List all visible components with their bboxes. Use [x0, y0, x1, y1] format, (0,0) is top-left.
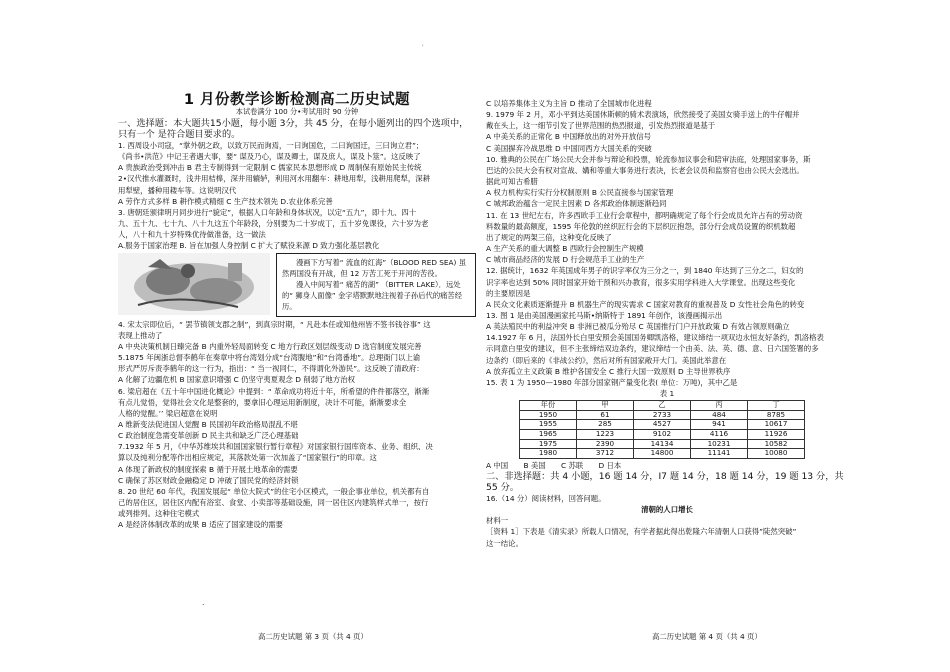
table-cell: 10080 [748, 449, 805, 459]
table-header-cell: 乙 [634, 401, 691, 411]
question-line: 2•汉代推水灌溉时，浅井用桔槔，深井用辘轳，利用河水用翻车：耕地用犁，浅耕用爬犁，深耕 [118, 174, 431, 184]
question-line: C 城市商品经济的发展 D 行会规范手工业的生产 [486, 255, 645, 265]
question-line: 6. 梁启超在《五十年中国进化概论》中提到：“ 革命成功将近十年，所希望的件件都落空，渐渐 [118, 386, 430, 396]
question-line: A 民众文化素质逐渐提升 B 机器生产的现实需求 C 国家对教育的重视普及 D 女性社会角色的转变 [486, 299, 805, 309]
question-line: 7.1932 年 5 月，《中华苏维埃共和国国家银行暂行章程》对国家银行国库资本、业务、组织、决 [118, 442, 433, 452]
question-line: 9. 1979 年 2 月，邓小平到达美国休斯顿的骑术表演场，欣然接受了美国女骑手送上的牛仔帽并 [486, 110, 800, 120]
question-line: A 维新变法促进国人觉醒 B 民国初年政治格局混乱不堪 [118, 419, 298, 429]
cartoon-caption-line: 漫画下方写着“ 流血的红海”（BLOOD RED SEA) 虽然两国没有开战，但 12 万苦工死于开河的苦役。 [282, 257, 466, 278]
material-line: 这一结论。 [486, 538, 523, 548]
question-line: A 中央决策机制日臻完备 B 内重外轻局面转变 C 地方行政区划层级变动 D 选官制度发展完善 [118, 341, 422, 351]
material-title: 清朝的人口增长 [641, 505, 693, 515]
cartoon-caption-box [276, 253, 476, 317]
question-line: A 劳作方式多样 B 耕作模式精细 C 生产技术领先 D.农业体系完善 [118, 196, 333, 206]
table-cell: 1955 [520, 420, 577, 430]
question-line: 11. 在 13 世纪左右，许多西欧手工业行会章程中，都明确规定了每个行会成员允许占有的劳动资 [486, 210, 803, 220]
table-cell: 8785 [748, 410, 805, 420]
cartoon-caption-line: 漫入中间写着“ 痛苦的湖” （BITTER LAKE）．远处的“ 狮身人面像” 金字塔默默地注视着子孙后代的痛苦经历。 [282, 279, 463, 311]
table-row [520, 449, 805, 459]
question-line: 12. 据统计，1632 年英国成年男子的识字率仅为三分之一，到 1840 年达到了三分之二，妇女的 [486, 266, 804, 276]
table-cell: 11141 [691, 449, 748, 459]
footer-page-3: 高二历史试题 第 3 页（共 4 页） [258, 632, 368, 641]
question-line: A 是经济体制改革的成果 B 适应了国家建设的需要 [118, 520, 283, 530]
section-two-heading: 二、非选择题：共 4 小题，16 题 14 分，I7 题 14 分，18 题 14 分，19 题 13 分，共 55 分。 [486, 470, 844, 493]
question-line: A 化解了边疆危机 B 国家意识增强 C 仍坚守夷夏观念 D 削弱了地方治权 [118, 375, 355, 385]
question-line: A 权力机构实行实行分权制原则 B 公民直接参与国家管理 [486, 188, 674, 198]
question-line: C 确保了苏区财政金融稳定 D 冲破了国民党的经济封锁 [118, 475, 299, 485]
question-line: C 美国摒弃冷战思维 D 中国同西方大国关系的突破 [486, 143, 652, 153]
question-line: 《尚书•洪范》中记王者遇大事，要“ 谋及乃心，谋及卿士，谋及庶人，谋及卜筮”。这反映了 [118, 152, 421, 162]
table-caption: 表 1 [659, 389, 675, 399]
table-cell: 1975 [520, 439, 577, 449]
question-line: A.服务于国家治理 B. 旨在加强人身控制 C 扩大了赋役来源 D 致力强化基层教化 [118, 241, 380, 251]
question-line: 巴达的公民大会有权对宣战、媾和等重大事务进行表决，长老会议员和监察官也由公民大会选出。 [486, 165, 804, 175]
table-cell: 3712 [577, 449, 634, 459]
page-title: 1 月份教学诊断检测高二历史试题 [183, 92, 411, 108]
material-label: 材料一 [486, 516, 509, 526]
table-header-row [520, 401, 805, 411]
question-line: 形式严厉斥责李鹤年的这一行为，指出：“ 当一视同仁，不得谓化外游民”。这反映了清政府： [118, 364, 424, 374]
question-line: 边条约（即后来的《非战公约》，然后对所有国家敞开大门。美国此举意在 [486, 355, 727, 365]
question-line: 据此可知古希腊 [486, 177, 538, 187]
question-line: 15. 表 1 为 1950—1980 年部分国家钢产量变化表( 单位：万吨)，其中乙是 [486, 377, 738, 387]
question-15-options [486, 460, 636, 471]
table-cell: 61 [577, 410, 634, 420]
table-header-cell: 甲 [577, 401, 634, 411]
section-one-heading: 一、选择题：本大题共15小题，每小题 3分，共 45 分，在每小题列出的四个选项中，只有一个 是符合题目要求的。 [118, 118, 469, 140]
material-line: ［资料 1］下表是《清实录》所载人口情况，有学者据此得出乾隆六年清朝人口获得”陡然突破” [486, 527, 797, 537]
table-cell: 1980 [520, 449, 577, 459]
header-mark: ' [422, 44, 424, 51]
question-line: A 中美关系的正常化 B 中国释放出的对外开放信号 [486, 132, 651, 142]
table-cell: 2390 [577, 439, 634, 449]
option-a: A 中国 [486, 460, 509, 470]
table-cell: 10231 [691, 439, 748, 449]
question-line: 戴在头上，这一细节引发了世界范围的热烈报道，引发热烈报道是基于 [486, 121, 716, 131]
table-cell: 1950 [520, 410, 577, 420]
steel-output-table [519, 400, 805, 459]
question-line: 5.1875 年闽浙总督李鹤年在奏章中将台湾划分成“台湾腹地”和“台湾番地”。总理衙门以上谕 [118, 353, 421, 363]
question-line: 示同意白里安的建议，但不主张缔结双边条约，建议缔结一个由美、法、英、德、意、日六国签署的多 [486, 344, 819, 354]
question-line: 九、五十九、七十九、八十九这五个年龄段，分别要为二十岁成丁，五十岁免课役，六十岁为老 [118, 219, 429, 229]
table-cell: 9102 [634, 430, 691, 440]
question-line: C 以培养集体主义为主旨 D 推动了全国城市化进程 [486, 99, 652, 108]
table-cell: 4116 [691, 430, 748, 440]
question-line: 8. 20 世纪 60 年代，我国发展起“ 单位大院式”的住宅小区模式，一般企事业单位，机关都有自 [118, 486, 430, 496]
question-line: A 放弃孤立主义政策 B 维护各国安全 C 推行大国一致原则 D 主导世界秩序 [486, 366, 731, 376]
question-line: 4. 宋太宗即位后，“ 罢节镇领支郡之制”，到真宗时期，“ 凡赴本任或知他州皆不签书钱谷事” 这 [118, 319, 431, 329]
table-cell: 10617 [748, 420, 805, 430]
question-line: 有点儿觉悟，觉得社会文化是整套的，要拿旧心理运用新制度，决计不可能，渐渐要求全 [118, 397, 407, 407]
table-cell: 14800 [634, 449, 691, 459]
question-line: 料数量的最高额度，1595 年伦敦的丝织匠行会的下层织匠抱怨，部分行会成员设置的织机数超 [486, 221, 796, 231]
question-line: 1. 西周设小司寇，“掌外朝之政，以致万民而询焉，一曰询国危，二曰询国迁，三曰询立君”； [118, 141, 424, 150]
table-header-cell: 丙 [691, 401, 748, 411]
question-line: 13. 图 1 是由美国漫画家托马斯•纳斯特于 1891 年创作，该漫画揭示出 [486, 310, 723, 320]
question-line: 己的居住区，居住区内配有浴室、食堂、小卖部等基础设施，同一居住区内建筑样式单一，按行 [118, 498, 429, 508]
table-cell: 2733 [634, 410, 691, 420]
table-cell: 1965 [520, 430, 577, 440]
question-line: A 体现了新政权的制度探索 B 循于开展土地革命的需要 [118, 464, 298, 474]
left-column [118, 118, 476, 531]
question-line: 10. 雅典的公民在广场公民大会并参与辩论和投票，轮流参加议事会和陪审法庭，处理国家事务，斯 [486, 154, 811, 164]
question-line: A 生产关系的重大调整 B 西欧行会控制生产规模 [486, 244, 644, 254]
question-line: 算以及纯利分配等作出相应规定，其落款处第一次加盖了“国家银行”的印章。这 [118, 453, 377, 463]
question-line: 用犁壁，播种用耧车等。这说明汉代 [118, 185, 237, 195]
question-16-prompt: 16.（14 分）阅读材料，回答问题。 [486, 493, 606, 503]
footer-page-4: 高二历史试题 第 4 页（共 4 页） [652, 632, 762, 641]
question-line: 14.1927 年 6 月，法国外长白里安照会美国国务卿凯洛格，建议缔结一项双边永恒友好条约，凯洛格表 [486, 333, 824, 343]
table-header-cell: 年份 [520, 401, 577, 411]
option-d: D 日本 [598, 460, 622, 470]
question-line: 出了规定的两架三倍，这种变化反映了 [486, 232, 612, 242]
table-cell: 941 [691, 420, 748, 430]
table-cell: 14134 [634, 439, 691, 449]
question-line: A 贵族政治受到冲击 B 君主专制得到一定限制 C 儒家民本思想形成 D 周制保有原始民主传统 [118, 163, 422, 173]
question-line: A 英法殖民中的利益冲突 B 非洲已被瓜分殆尽 C 英国推行门户开放政策 D 有效占领原则确立 [486, 322, 790, 332]
right-column [486, 98, 848, 549]
option-c: C 苏联 [561, 460, 584, 470]
table-cell: 11926 [748, 430, 805, 440]
question-line: 人，八十和九十岁特殊优待做准备，这一做法 [118, 230, 266, 240]
table-cell: 285 [577, 420, 634, 430]
table-cell: 4527 [634, 420, 691, 430]
exam-subtitle: 本试卷满分 100 分•考试用时 90 分钟 [235, 107, 359, 116]
question-line: 3. 唐朝廷颁律明月同步进行“貌定”，根据人口年龄和身体状况，以定“五九”，即十九、四十 [118, 207, 417, 217]
table-header-cell: 丁 [748, 401, 805, 411]
question-line: 人格的觉醒。’’ 梁启超意在说明 [118, 408, 218, 418]
question-line: 表现上推动了 [118, 330, 163, 340]
question-line: 识字率也达到 50% 同时国家开始干预和兴办教育，很多实用学科进入大学课堂。出现这些变化 [486, 277, 796, 287]
table-cell: 1223 [577, 430, 634, 440]
question-line: 的主要原因是 [486, 288, 531, 298]
option-b: B 美国 [523, 460, 546, 470]
table-cell: 10582 [748, 439, 805, 449]
question-line: 或列排列。这种住宅模式 [118, 509, 200, 519]
table-row [520, 430, 805, 440]
question-line: C 城邦政治蕴含一定民主因素 D 各邦政治体制逐渐趋同 [486, 199, 667, 209]
table-cell: 484 [691, 410, 748, 420]
question-line: C 政治制度急需变革创新 D 民主共和缺乏广泛心理基础 [118, 431, 299, 441]
cartoon-image [118, 253, 270, 315]
cartoon-figure [118, 253, 476, 317]
footer-mark: · [202, 600, 205, 609]
